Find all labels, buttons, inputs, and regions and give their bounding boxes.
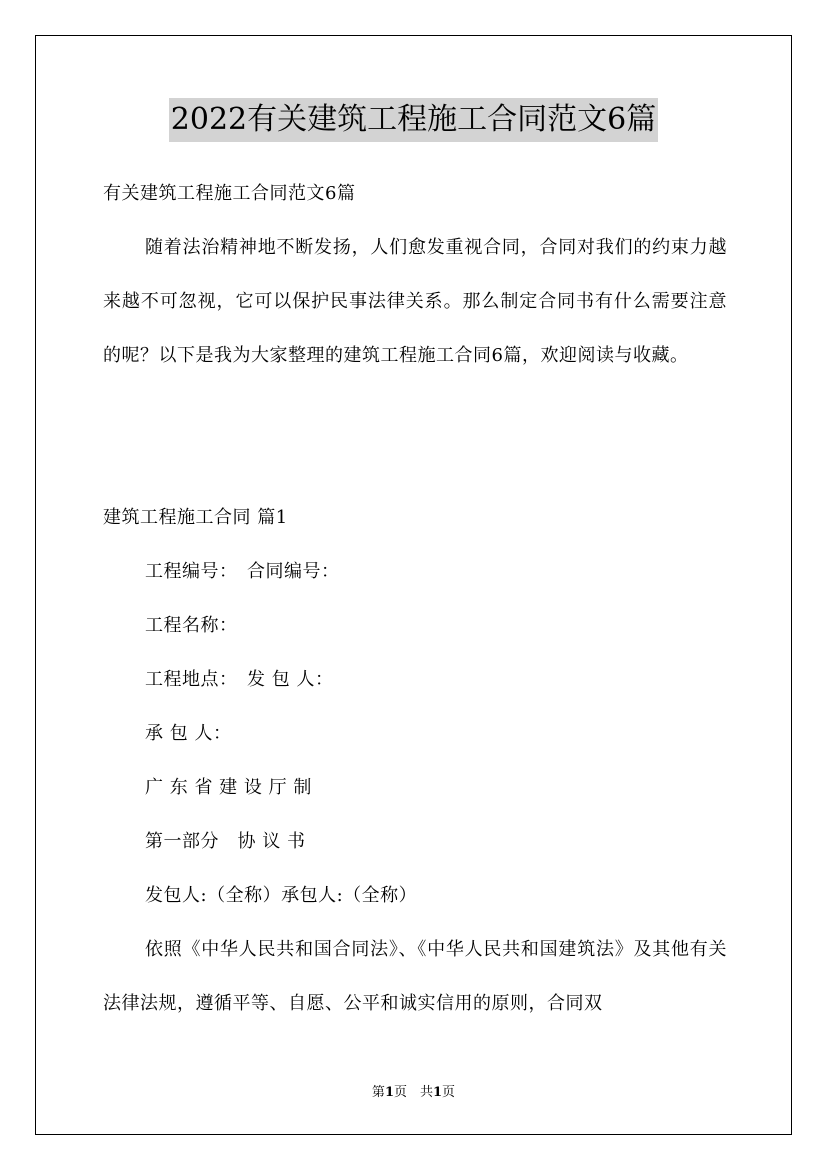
issuer-line: 广 东 省 建 设 厅 制 [145, 777, 312, 798]
field-project-name: 工程名称： [145, 615, 238, 636]
footer-suffix: 页 [442, 1085, 456, 1100]
document-title: 2022有关建筑工程施工合同范文6篇 [169, 98, 658, 142]
part-one-heading: 第一部分 协 议 书 [145, 831, 306, 852]
intro-paragraph: 随着法治精神地不断发扬，人们愈发重视合同，合同对我们的约束力越来越不可忽视，它可以保护民事法律关系。那么制定合同书有什么需要注意的呢？以下是我为大家整理的建筑工程施工合同6篇，欢迎阅读与收藏。 [103, 237, 727, 366]
footer-page-total: 1 [433, 1085, 443, 1100]
title-container [0, 98, 827, 142]
closing-paragraph: 依照《中华人民共和国合同法》、《中华人民共和国建筑法》及其他有关法律法规，遵循平等、自愿、公平和诚实信用的原则，合同双 [103, 939, 727, 1014]
footer-mid: 页 共 [393, 1085, 433, 1100]
field-contractor: 承 包 人： [145, 723, 232, 744]
field-location-employer: 工程地点： 发 包 人： [145, 669, 334, 690]
page-footer [0, 1084, 827, 1102]
parties-line: 发包人:（全称）承包人:（全称） [145, 885, 418, 906]
section-heading: 建筑工程施工合同 篇1 [103, 507, 288, 528]
field-project-contract-number: 工程编号： 合同编号： [145, 561, 340, 582]
footer-page-number: 1 [384, 1085, 394, 1100]
footer-prefix: 第 [371, 1085, 385, 1100]
document-subtitle: 有关建筑工程施工合同范文6篇 [103, 183, 356, 204]
